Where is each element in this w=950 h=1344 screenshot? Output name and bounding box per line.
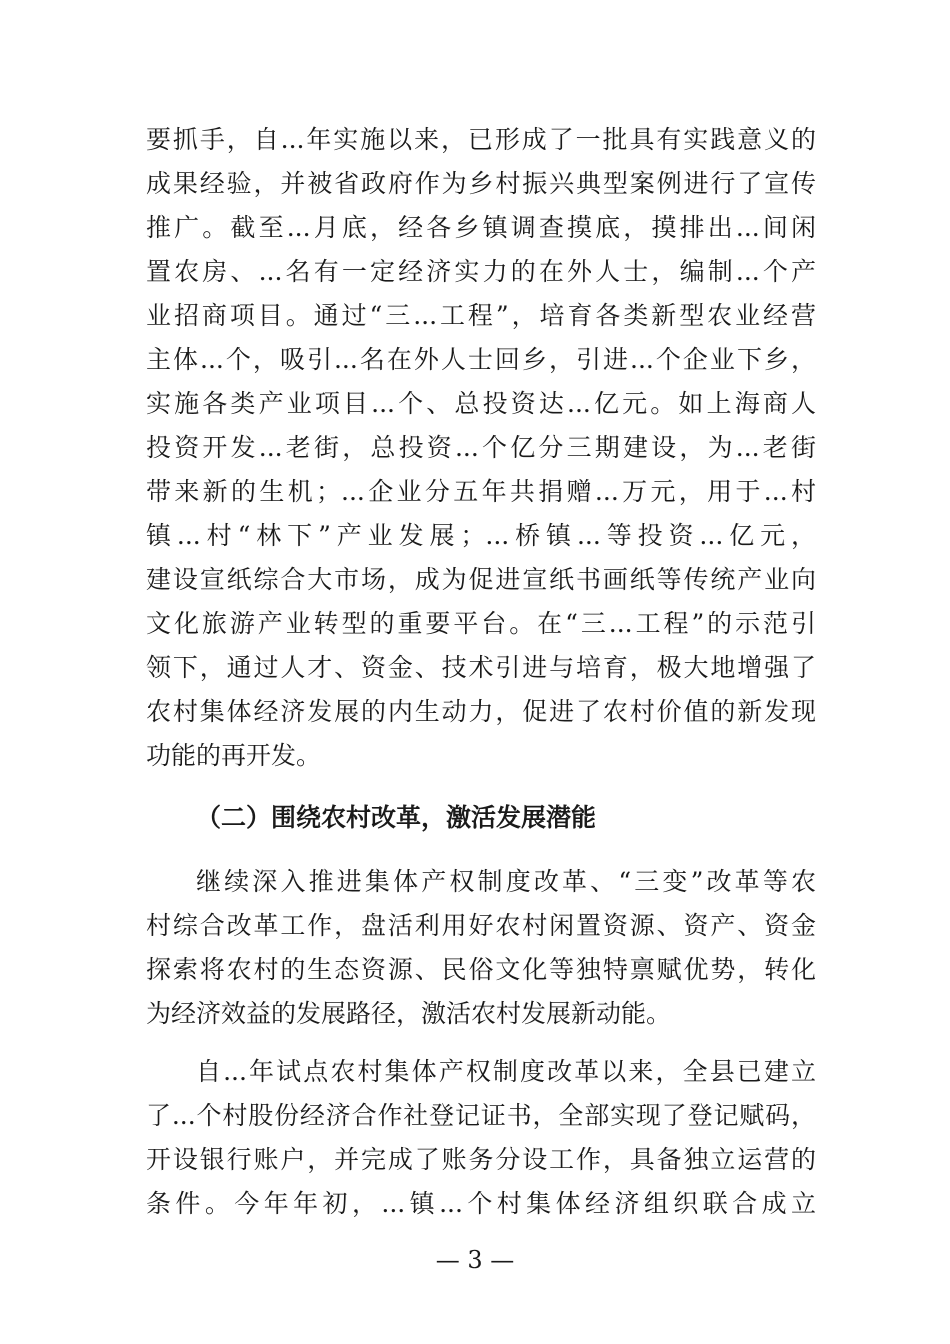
- text-line: 条件。今年年初，...镇...个村集体经济组织联合成立: [146, 1189, 816, 1218]
- text-line: 实施各类产业项目...个、总投资达...亿元。如上海商人: [146, 389, 816, 418]
- text-line: 自...年试点农村集体产权制度改革以来，全县已建立: [196, 1057, 816, 1086]
- section-heading: （二）围绕农村改革，激活发展潜能: [196, 803, 597, 832]
- text-line: 农村集体经济发展的内生动力，促进了农村价值的新发现: [146, 697, 816, 726]
- text-line: 功能的再开发。: [146, 741, 322, 770]
- text-line: 成果经验，并被省政府作为乡村振兴典型案例进行了宣传: [146, 169, 816, 198]
- text-line: 镇...村“林下”产业发展；...桥镇...等投资...亿元，: [146, 521, 816, 550]
- text-line: 村综合改革工作，盘活利用好农村闲置资源、资产、资金: [146, 911, 816, 940]
- text-line: 主体...个，吸引...名在外人士回乡，引进...个企业下乡，: [146, 345, 816, 374]
- text-line: 探索将农村的生态资源、民俗文化等独特禀赋优势，转化: [146, 955, 816, 984]
- text-line: 建设宣纸综合大市场，成为促进宣纸书画纸等传统产业向: [146, 565, 816, 594]
- text-line: 开设银行账户，并完成了账务分设工作，具备独立运营的: [146, 1145, 816, 1174]
- text-line: 继续深入推进集体产权制度改革、“三变”改革等农: [196, 867, 816, 896]
- text-line: 投资开发...老街，总投资...个亿分三期建设，为...老街: [146, 433, 816, 462]
- text-line: 了...个村股份经济合作社登记证书，全部实现了登记赋码，: [146, 1101, 816, 1130]
- text-line: 为经济效益的发展路径，激活农村发展新动能。: [146, 999, 672, 1028]
- page-number: — 3 —: [435, 1246, 515, 1274]
- text-line: 推广。截至...月底，经各乡镇调查摸底，摸排出...间闲: [146, 213, 816, 242]
- text-line: 置农房、...名有一定经济实力的在外人士，编制...个产: [146, 257, 816, 286]
- text-line: 文化旅游产业转型的重要平台。在“三...工程”的示范引: [146, 609, 816, 638]
- text-line: 领下，通过人才、资金、技术引进与培育，极大地增强了: [146, 653, 816, 682]
- text-line: 要抓手，自...年实施以来，已形成了一批具有实践意义的: [146, 125, 816, 154]
- text-line: 带来新的生机；...企业分五年共捐赠...万元，用于...村: [146, 477, 816, 506]
- text-line: 业招商项目。通过“三...工程”，培育各类新型农业经营: [146, 301, 816, 330]
